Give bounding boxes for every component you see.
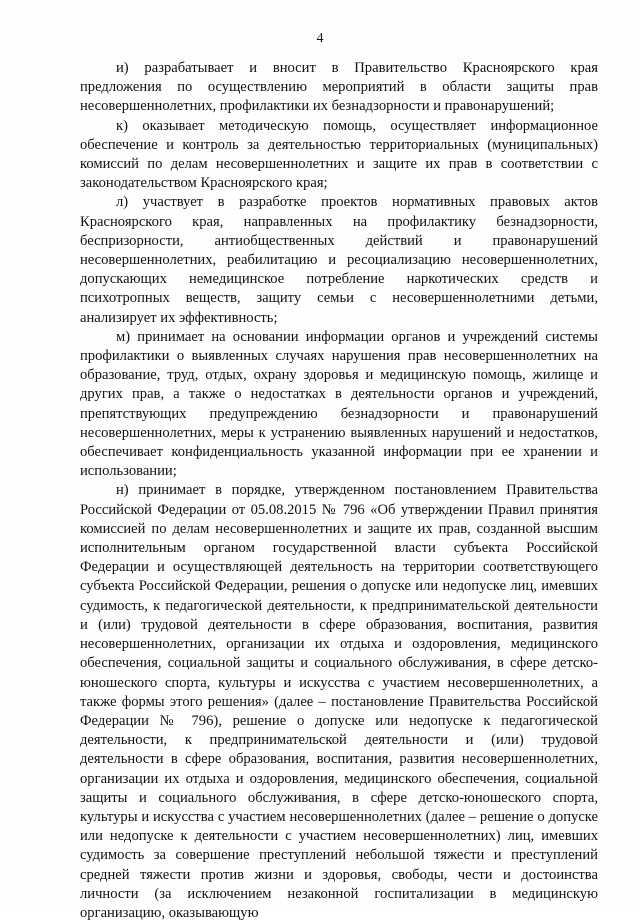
paragraph-m: м) принимает на основании информации органов и учреждений системы профилактики о выявленных случаях нарушения прав несовершеннолетних на образование, труд, отдых, охрану здоровья и медицинскую помощь, жилище и других прав, а также о недостатках в деятельности органов и учреждений, препятствующих предупреждению безнадзорности и правонарушений несовершеннолетних, меры к устранению выявленных нарушений и недостатков, обеспечивает конфиденциальность указанной информации при ее хранении и использовании; — [80, 328, 598, 480]
page-number: 4 — [316, 31, 324, 46]
document-body — [80, 59, 598, 923]
paragraph-l: л) участвует в разработке проектов нормативных правовых актов Красноярского края, направленных на профилактику безнадзорности, беспризорности, антиобщественных действий и правонарушений несовершеннолетних, реабилитацию и ресоциализацию несовершеннолетних, допускающих немедицинское потребление наркотических средств и психотропных веществ, защиту семьи с несовершеннолетними детьми, анализирует их эффективность; — [80, 194, 598, 326]
paragraph-k: к) оказывает методическую помощь, осуществляет информационное обеспечение и контроль за деятельностью территориальных (муниципальных) комиссий по делам несовершеннолетних и защите их прав в соответствии с законодательством Красноярского края; — [80, 117, 598, 192]
paragraph-i: и) разрабатывает и вносит в Правительство Красноярского края предложения по осуществлению мероприятий в области защиты прав несовершеннолетних, профилактики их безнадзорности и правонарушений; — [80, 60, 598, 115]
paragraph-n: н) принимает в порядке, утвержденном постановлением Правительства Российской Федерации от 05.08.2015 № 796 «Об утверждении Правил принятия комиссией по делам несовершеннолетних и защите их прав, созданной высшим исполнительным органом государственной власти субъекта Российской Федерации и осуществляющей деятельность на территории соответствующего субъекта Российской Федерации, решения о допуске или недопуске лиц, имевших судимость, к педагогической деятельности, к предпринимательской деятельности и (или) трудовой деятельности в сфере образования, воспитания, развития несовершеннолетних, организации их отдыха и оздоровления, медицинского обеспечения, социальной защиты и социального обслуживания, в сфере детско-юношеского спорта, культуры и искусства с участием несовершеннолетних, а также формы этого решения» (далее – постановление Правительства Российской Федерации № 796), решение о допуске или недопуске к педагогической деятельности, к предпринимательской деятельности и (или) трудовой деятельности в сфере образования, воспитания, развития несовершеннолетних, организации их отдыха и оздоровления, медицинского обеспечения, социальной защиты и социального обслуживания, в сфере детско-юношеского спорта, культуры и искусства с участием несовершеннолетних (далее – решение о допуске или недопуске к деятельности с участием несовершеннолетних) лиц, имевших судимость за совершение преступлений небольшой тяжести и преступлений средней тяжести против жизни и здоровья, свободы, чести и достоинства личности (за исключением незаконной госпитализации в медицинскую организацию, оказывающую — [80, 482, 598, 921]
